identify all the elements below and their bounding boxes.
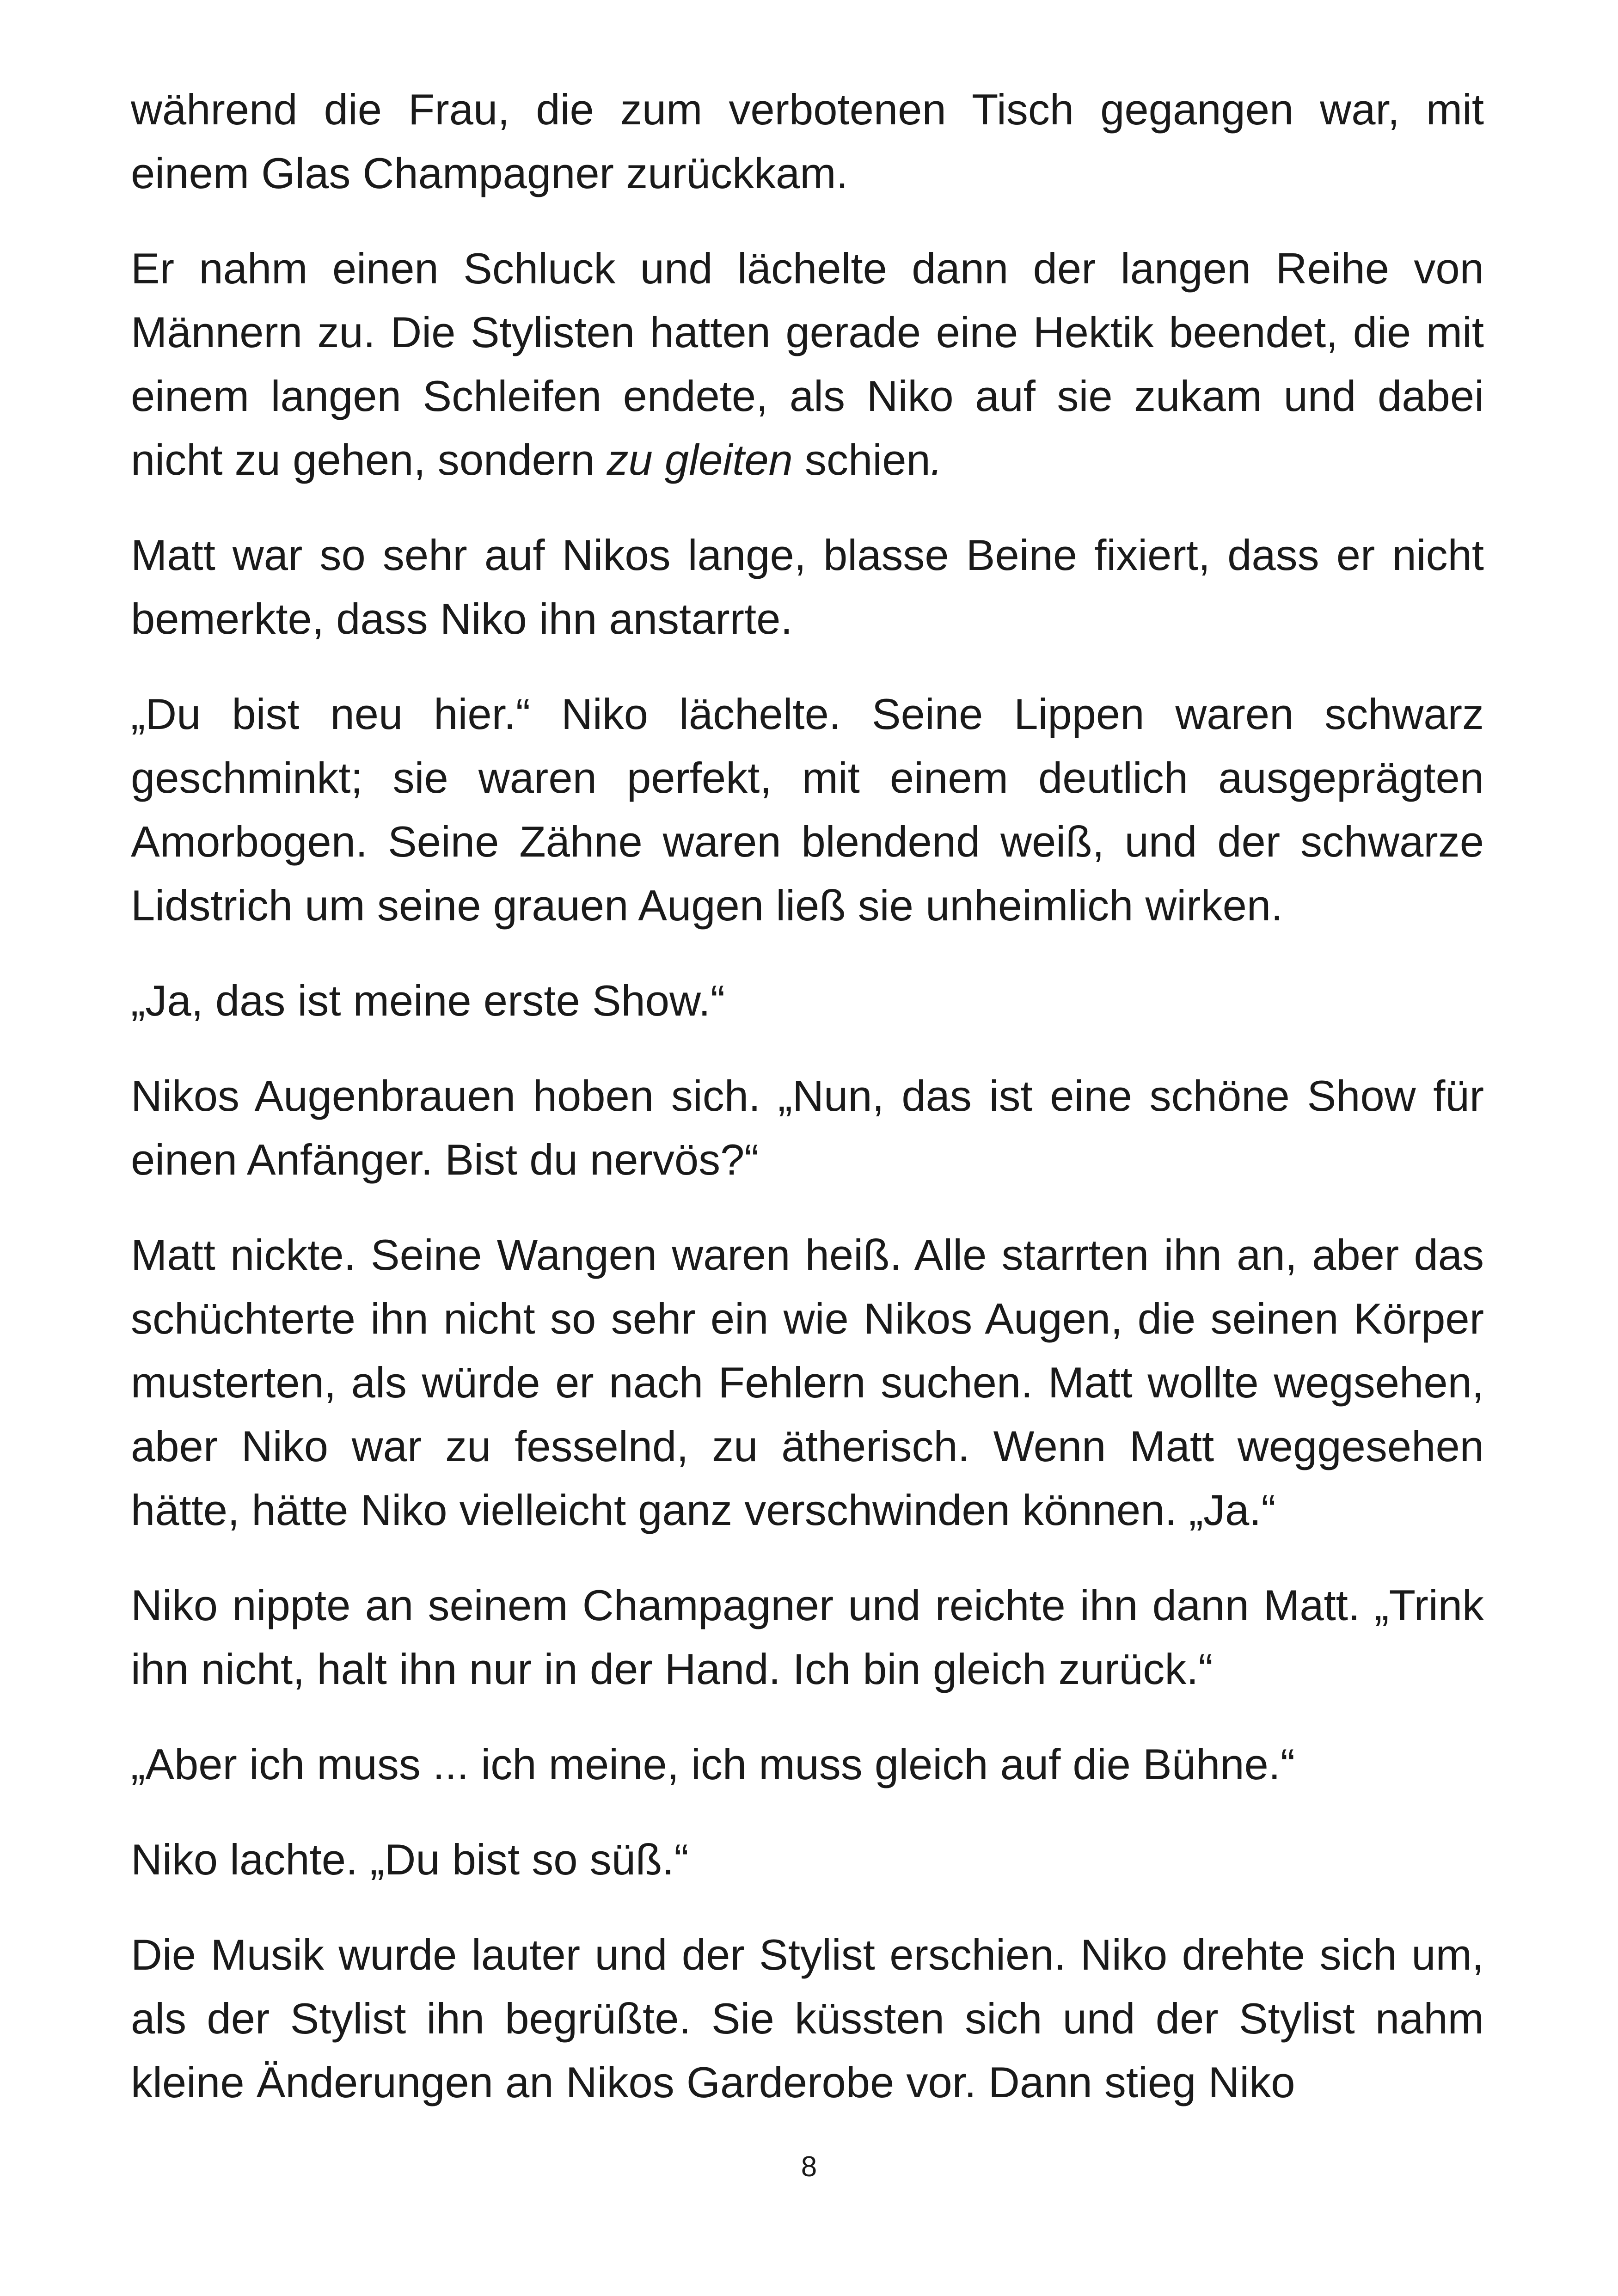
paragraph-6: Nikos Augenbrauen hoben sich. „Nun, das ist eine schöne Show für einen Anfänger. Bist du nervös?“	[131, 1071, 1484, 1184]
paragraph-9: „Aber ich muss ... ich meine, ich muss gleich auf die Bühne.“	[131, 1740, 1295, 1788]
paragraph-5: „Ja, das ist meine erste Show.“	[131, 976, 725, 1025]
paragraph-3: Matt war so sehr auf Nikos lange, blasse Beine fixiert, dass er nicht bemerkte, dass Niko ihn anstarrte.	[131, 531, 1484, 643]
paragraph-11: Die Musik wurde lauter und der Stylist erschien. Niko drehte sich um, als der Stylist ihn begrüßte. Sie küssten sich und der Stylist nahm kleine Änderungen an Nikos Garderobe vor. Dann stieg Niko	[131, 1930, 1484, 2106]
italic-phrase: zu gleiten	[607, 435, 793, 484]
page-number: 8	[801, 2151, 817, 2183]
body-text	[131, 78, 1484, 2114]
paragraph-2-text: Er nahm einen Schluck und lächelte dann der langen Reihe von Männern zu. Die Stylisten hatten gerade eine Hektik beendet, die mit einem langen Schleifen endete, als Niko auf sie zukam und dabei nicht zu gehen, sondern	[131, 244, 1484, 484]
paragraph-8: Niko nippte an seinem Champagner und reichte ihn dann Matt. „Trink ihn nicht, halt ihn nur in der Hand. Ich bin gleich zurück.“	[131, 1581, 1484, 1693]
paragraph-2	[131, 237, 1484, 492]
paragraph-4: „Du bist neu hier.“ Niko lächelte. Seine Lippen waren schwarz geschminkt; sie waren perfekt, mit einem deutlich ausgeprägten Amorbogen. Seine Zähne waren blendend weiß, und der schwarze Lidstrich um seine grauen Augen ließ sie unheimlich wirken.	[131, 690, 1484, 930]
paragraph-1: während die Frau, die zum verbotenen Tisch gegangen war, mit einem Glas Champagner zurückkam.	[131, 85, 1484, 197]
paragraph-10: Niko lachte. „Du bist so süß.“	[131, 1835, 689, 1884]
paragraph-2-period: .	[930, 435, 943, 484]
paragraph-7: Matt nickte. Seine Wangen waren heiß. Alle starrten ihn an, aber das schüchterte ihn nicht so sehr ein wie Nikos Augen, die seinen Körper musterten, als würde er nach Fehlern suchen. Matt wollte wegsehen, aber Niko war zu fesselnd, zu ätherisch. Wenn Matt weggesehen hätte, hätte Niko vielleicht ganz verschwinden können. „Ja.“	[131, 1231, 1484, 1534]
paragraph-2-tail: schien	[792, 435, 931, 484]
